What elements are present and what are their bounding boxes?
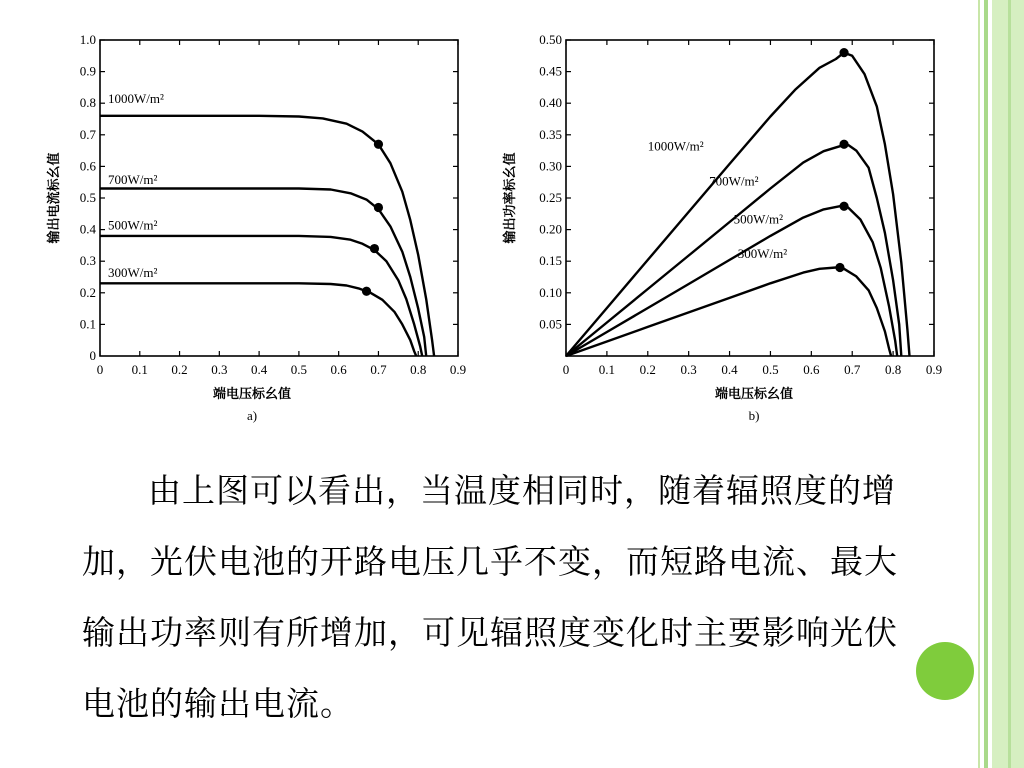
x-tick-label: 0.9 bbox=[449, 362, 467, 377]
x-tick-label: 0.9 bbox=[925, 362, 943, 377]
x-tick-label: 0.3 bbox=[211, 362, 228, 377]
mpp-point bbox=[839, 48, 848, 57]
y-axis-title: 输出电流标幺值 bbox=[46, 152, 61, 244]
series-label: 300W/m² bbox=[107, 265, 158, 280]
y-tick-label: 0.8 bbox=[79, 95, 96, 111]
mpp-point bbox=[839, 140, 848, 149]
plot-frame bbox=[566, 40, 934, 356]
y-tick-label: 0.10 bbox=[539, 284, 562, 300]
decorative-bar bbox=[978, 0, 980, 768]
decorative-green-circle bbox=[916, 642, 974, 700]
series-label: 1000W/m² bbox=[647, 138, 704, 154]
y-zero-label: 0 bbox=[89, 348, 96, 363]
series-line bbox=[566, 268, 891, 357]
x-tick-label: 0.8 bbox=[410, 362, 427, 377]
panel-label: b) bbox=[748, 408, 760, 423]
series-line bbox=[566, 206, 897, 356]
x-tick-label: 0.7 bbox=[844, 362, 861, 377]
x-tick-label: 0.2 bbox=[171, 362, 188, 377]
x-tick-label: 0.6 bbox=[803, 362, 820, 377]
x-tick-label: 0.1 bbox=[598, 362, 616, 377]
x-tick-label: 0.5 bbox=[762, 362, 779, 377]
x-tick-label: 0.2 bbox=[639, 362, 656, 377]
y-tick-label: 0.15 bbox=[539, 253, 562, 269]
y-tick-label: 0.45 bbox=[539, 63, 562, 79]
decorative-bar bbox=[984, 0, 988, 768]
y-tick-label: 0.5 bbox=[79, 190, 96, 205]
x-tick-label: 0.6 bbox=[330, 362, 347, 377]
y-tick-label: 0.50 bbox=[539, 32, 562, 47]
mpp-point bbox=[835, 263, 844, 272]
body-paragraph: 由上图可以看出，当温度相同时，随着辐照度的增加，光伏电池的开路电压几乎不变，而短路电流、最大输出功率则有所增加，可见辐照度变化时主要影响光伏电池的输出电流。 bbox=[82, 471, 898, 723]
y-tick-label: 0.6 bbox=[79, 158, 96, 174]
y-tick-label: 0.05 bbox=[539, 316, 562, 332]
decorative-side-bars bbox=[978, 0, 1024, 768]
chart-pv-curve bbox=[500, 20, 950, 440]
y-tick-label: 1.0 bbox=[79, 32, 96, 47]
x-tick-label: 0 bbox=[96, 362, 104, 377]
x-tick-label: 0.1 bbox=[131, 362, 148, 377]
panel-label: a) bbox=[246, 408, 258, 423]
y-tick-label: 0.4 bbox=[79, 221, 96, 237]
x-tick-label: 0.4 bbox=[250, 362, 268, 377]
y-tick-label: 0.1 bbox=[79, 316, 96, 332]
x-axis-title: 端电压标幺值 bbox=[212, 386, 292, 401]
series-line bbox=[566, 53, 910, 356]
y-tick-label: 0.35 bbox=[539, 126, 562, 142]
y-tick-label: 0.9 bbox=[79, 63, 96, 79]
y-tick-label: 0.40 bbox=[539, 95, 562, 111]
series-label: 500W/m² bbox=[107, 217, 158, 233]
y-tick-label: 0.20 bbox=[539, 221, 562, 237]
x-tick-label: 0.5 bbox=[290, 362, 308, 377]
chart-iv-curve bbox=[40, 20, 480, 440]
x-tick-label: 0.3 bbox=[680, 362, 697, 377]
x-tick-label: 0 bbox=[562, 362, 570, 377]
series-label: 500W/m² bbox=[733, 211, 784, 227]
series-label: 1000W/m² bbox=[107, 91, 164, 107]
mpp-point bbox=[370, 244, 379, 253]
y-tick-label: 0.25 bbox=[539, 190, 562, 205]
x-tick-label: 0.4 bbox=[721, 362, 738, 377]
series-label: 700W/m² bbox=[709, 173, 759, 189]
y-tick-label: 0.3 bbox=[79, 253, 96, 269]
y-tick-label: 0.2 bbox=[79, 284, 96, 300]
mpp-point bbox=[374, 140, 383, 149]
x-axis-title: 端电压标幺值 bbox=[714, 386, 794, 401]
mpp-point bbox=[362, 287, 371, 296]
x-tick-label: 0.8 bbox=[884, 362, 902, 377]
y-tick-label: 0.7 bbox=[79, 126, 96, 142]
series-label: 300W/m² bbox=[737, 246, 788, 262]
decorative-bar bbox=[1008, 0, 1011, 768]
y-axis-title: 输出功率标幺值 bbox=[502, 152, 517, 244]
mpp-point bbox=[839, 202, 848, 211]
x-tick-label: 0.7 bbox=[370, 362, 387, 377]
mpp-point bbox=[374, 203, 383, 212]
y-tick-label: 0.30 bbox=[539, 158, 562, 174]
series-label: 700W/m² bbox=[107, 171, 158, 187]
